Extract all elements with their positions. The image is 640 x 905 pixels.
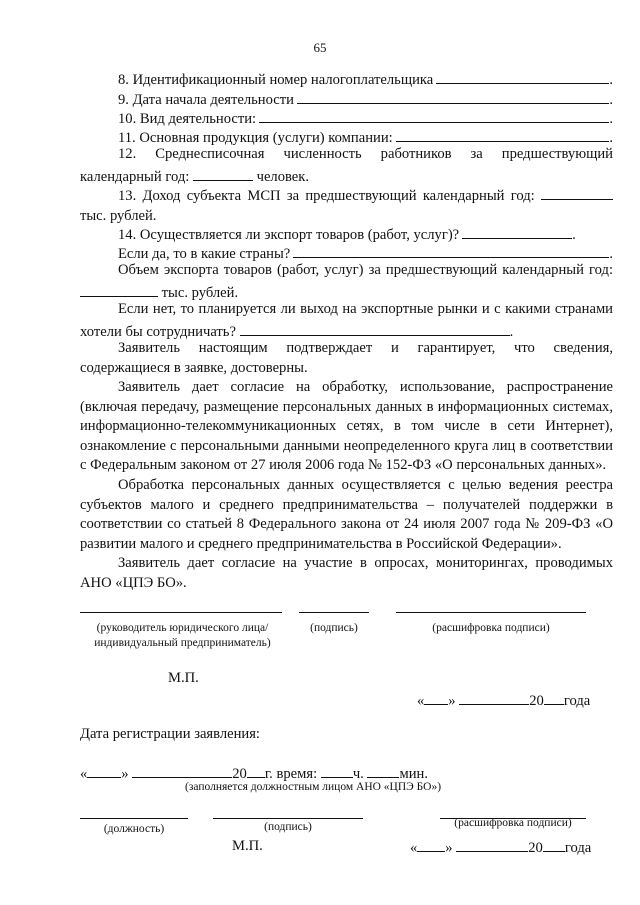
signature1-decode-caption: (расшифровка подписи) bbox=[432, 622, 550, 634]
field-export-label: 14. Осуществляется ли экспорт товаров (работ, услуг)? bbox=[118, 227, 460, 243]
field-export-countries: Если да, то в какие страны? . bbox=[80, 242, 613, 265]
field-headcount-unit: человек. bbox=[256, 168, 310, 185]
signature2-day-blank[interactable] bbox=[417, 836, 445, 852]
signature1-date-close: » bbox=[448, 693, 456, 709]
signature2-year-word: года bbox=[564, 840, 592, 856]
registration-date-close: » bbox=[121, 766, 129, 782]
field-start-date-label: 9. Дата начала деятельности bbox=[118, 92, 294, 108]
signature1-date-open: « bbox=[417, 693, 425, 709]
field-inn: 8. Идентификационный номер налогоплательщика . bbox=[80, 68, 613, 91]
paragraph-consent-processing: Заявитель дает согласие на обработку, использование, распространение (включая передачу, размещение персональных данных в информационных системах, информационно-телекоммуникационных сетях, в том числе в сети Интернет), ознакомление с персональными данными неопределенного круга лиц в соответствии с Федеральным законом от 27 июля 2006 года № 152-ФЗ «О персональных данных». bbox=[80, 379, 613, 474]
field-export-blank[interactable] bbox=[462, 223, 572, 239]
registration-minutes-blank[interactable] bbox=[367, 762, 399, 778]
field-headcount bbox=[80, 145, 613, 187]
paragraph-data-purpose: Обработка персональных данных осуществляется с целью ведения реестра субъектов малого и среднего предпринимательства – получателей поддержки в соответствии со статьей 8 Федерального закона от 24 июля 2007 года № 209-ФЗ «О развитии малого и среднего предпринимательства в Российской Федерации». bbox=[80, 477, 613, 552]
registration-minutes-label: мин. bbox=[399, 766, 428, 782]
signature1-year-word: года bbox=[563, 693, 591, 709]
field-products-blank[interactable] bbox=[396, 126, 610, 142]
signature2-year-blank[interactable] bbox=[543, 836, 565, 852]
field-start-date: 9. Дата начала деятельности . bbox=[80, 88, 613, 111]
signature2-sign-line[interactable] bbox=[213, 818, 363, 819]
signature2-date bbox=[410, 836, 591, 857]
field-headcount-label: 12. Среднесписочная численность работников за предшествующий календарный год: bbox=[80, 146, 613, 185]
registration-year-prefix: 20 bbox=[232, 766, 247, 782]
field-export-countries-label: Если да, то в какие страны? bbox=[118, 246, 291, 262]
field-income bbox=[80, 184, 613, 226]
field-income-unit: тыс. рублей. bbox=[80, 207, 157, 224]
paragraph-guarantee: Заявитель настоящим подтверждает и гарантирует, что сведения, содержащиеся в заявке, достоверны. bbox=[80, 340, 613, 376]
field-products: 11. Основная продукция (услуги) компании: . bbox=[80, 126, 613, 149]
signature2-date-open: « bbox=[410, 840, 418, 856]
field-inn-blank[interactable] bbox=[436, 68, 609, 84]
field-start-date-blank[interactable] bbox=[297, 88, 609, 104]
registration-note: (заполняется должностным лицом АНО «ЦПЭ БО») bbox=[185, 781, 442, 793]
signature1-decode-line[interactable] bbox=[396, 612, 586, 613]
page-number: 65 bbox=[313, 40, 327, 55]
registration-label: Дата регистрации заявления: bbox=[80, 726, 260, 742]
signature2-year-prefix: 20 bbox=[528, 840, 543, 856]
registration-year-suffix: г. время: bbox=[264, 766, 318, 782]
signature2-sign-caption: (подпись) bbox=[264, 821, 312, 833]
field-income-blank[interactable] bbox=[541, 184, 613, 200]
field-export-volume-unit: тыс. рублей. bbox=[161, 284, 239, 301]
signature1-year-prefix: 20 bbox=[529, 693, 544, 709]
registration-hours-label: ч. bbox=[352, 766, 364, 782]
field-activity-label: 10. Вид деятельности: bbox=[118, 111, 257, 127]
registration-month-blank[interactable] bbox=[132, 762, 232, 778]
field-activity: 10. Вид деятельности: . bbox=[80, 107, 613, 130]
signature1-day-blank[interactable] bbox=[424, 689, 448, 705]
registration-day-blank[interactable] bbox=[87, 762, 121, 778]
field-products-label: 11. Основная продукция (услуги) компании: bbox=[118, 130, 393, 146]
signature1-sign-line[interactable] bbox=[299, 612, 369, 613]
signature1-stamp-place: М.П. bbox=[168, 670, 199, 686]
field-export-volume-label: Объем экспорта товаров (работ, услуг) за предшествующий календарный год: bbox=[118, 262, 613, 278]
field-plan-export-label: Если нет, то планируется ли выход на экспортные рынки и с какими странами хотели бы сотрудничать? bbox=[80, 301, 613, 340]
signature1-role-caption: (руководитель юридического лица/ индивидуальный предприниматель) bbox=[94, 622, 271, 649]
field-plan-export: Если нет, то планируется ли выход на экспортные рынки и с какими странами хотели бы сотрудничать? . bbox=[80, 301, 613, 340]
field-income-label: 13. Доход субъекта МСП за предшествующий календарный год: bbox=[118, 188, 535, 204]
paragraph-consent-surveys: Заявитель дает согласие на участие в опросах, мониторингах, проводимых АНО «ЦПЭ БО». bbox=[80, 555, 613, 591]
registration-date-open: « bbox=[80, 766, 88, 782]
signature1-sign-caption: (подпись) bbox=[310, 622, 358, 634]
field-headcount-blank[interactable] bbox=[193, 165, 253, 181]
field-export-volume-blank[interactable] bbox=[80, 281, 158, 297]
field-activity-blank[interactable] bbox=[259, 107, 609, 123]
signature2-stamp-place: М.П. bbox=[232, 838, 263, 854]
registration-year-blank[interactable] bbox=[247, 762, 265, 778]
signature1-month-blank[interactable] bbox=[459, 689, 529, 705]
field-plan-export-blank[interactable] bbox=[240, 320, 510, 336]
signature1-date bbox=[417, 689, 590, 710]
signature2-position-line[interactable] bbox=[80, 818, 188, 819]
field-export: 14. Осуществляется ли экспорт товаров (работ, услуг)? . bbox=[80, 223, 613, 246]
signature1-year-blank[interactable] bbox=[544, 689, 564, 705]
signature2-date-close: » bbox=[445, 840, 453, 856]
field-inn-label: 8. Идентификационный номер налогоплательщика bbox=[118, 72, 434, 88]
registration-hours-blank[interactable] bbox=[321, 762, 353, 778]
signature1-role-line[interactable] bbox=[80, 612, 282, 613]
signature2-month-blank[interactable] bbox=[456, 836, 528, 852]
signature2-position-caption: (должность) bbox=[103, 823, 165, 835]
signature2-decode-caption: (расшифровка подписи) bbox=[454, 817, 572, 829]
field-export-countries-blank[interactable] bbox=[293, 242, 609, 258]
field-export-volume bbox=[80, 261, 613, 303]
